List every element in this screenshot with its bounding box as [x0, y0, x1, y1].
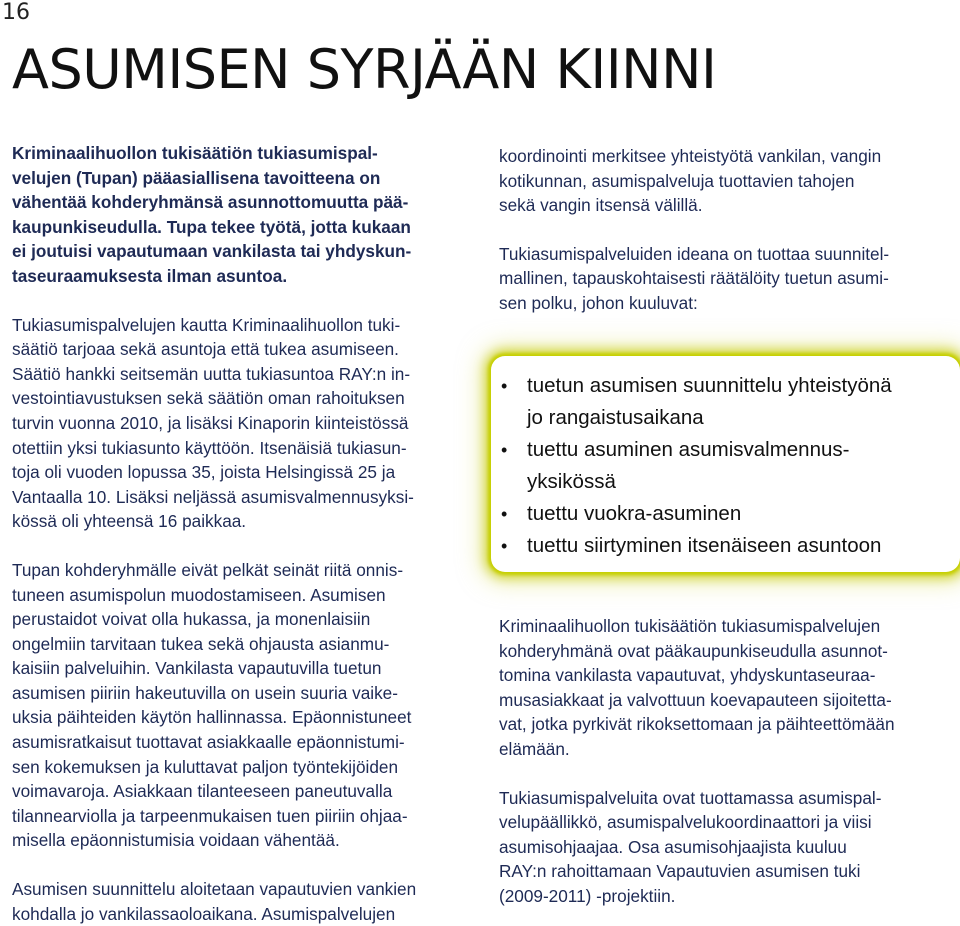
text-line: Kriminaalihuollon tukisäätiön tukiasumispal- [12, 143, 378, 163]
text-line: koordinointi merkitsee yhteistyötä vankilan, vangin [499, 146, 882, 166]
body-paragraph [12, 877, 482, 926]
text-line: Tukiasumispalveluiden ideana on tuottaa suunnitel- [499, 243, 890, 264]
text-line: Tukiasumispalveluita ovat tuottamassa asumispal- [499, 787, 882, 808]
list-item-text: tuettu siirtyminen itsenäiseen asuntoon [527, 534, 882, 557]
text-line: kotikunnan, asumispalveluja tuottavien tahojen [499, 170, 855, 191]
bullet-icon: • [501, 504, 508, 524]
right-column-top [499, 144, 954, 316]
body-paragraph [499, 786, 954, 909]
body-paragraph [12, 558, 482, 853]
text-line: velujen (Tupan) pääasiallisena tavoitteena on [12, 167, 381, 188]
text-line: Tukiasumispalvelujen kautta Kriminaalihuollon tuki- [12, 314, 401, 335]
left-column [12, 141, 482, 926]
text-line: säätiö tarjoaa sekä asuntoja että tukea asumiseen. [12, 339, 399, 360]
text-line: uksia päihteiden käytön hallinnassa. Epäonnistuneet [12, 707, 412, 728]
text-line: ongelmiin tarvitaan tukea sekä ohjausta asianmu- [12, 633, 390, 654]
text-line: voimavaroja. Asiakkaan tilanteeseen paneutuvalla [12, 781, 393, 802]
lead-paragraph [12, 141, 482, 289]
text-line: kössä oli yhteensä 16 paikkaa. [12, 511, 247, 532]
text-line: tilannearviolla ja tarpeenmukaisen tuen piiriin ohjaa- [12, 805, 408, 826]
text-line: (2009-2011) -projektiin. [499, 885, 676, 906]
text-line: vestointiavustuksen sekä säätiön oman rahoituksen [12, 388, 405, 409]
text-line: sen polku, johon kuuluvat: [499, 292, 698, 313]
text-line: Kriminaalihuollon tukisäätiön tukiasumispalvelujen [499, 616, 881, 636]
text-line: sen kokemuksen ja kuluttavat paljon työntekijöiden [12, 756, 398, 777]
text-line: kohderyhmänä ovat pääkaupunkiseudulla asunnot- [499, 640, 888, 661]
list-item-text: yksikössä [527, 470, 616, 493]
text-line: sekä vangin itsensä välillä. [499, 195, 703, 216]
list-item [501, 530, 960, 562]
text-line: toja oli vuoden lopussa 35, joista Helsingissä 25 ja [12, 462, 396, 483]
text-line: velupäällikkö, asumispalvelukoordinaattori ja viisi [499, 812, 872, 833]
text-line: kohdalla jo vankilassaoloaikana. Asumispalvelujen [12, 903, 396, 924]
text-line: mallinen, tapauskohtaisesti räätälöity tuetun asumi- [499, 268, 889, 289]
highlight-box [491, 356, 960, 572]
bullet-icon: • [501, 536, 508, 556]
body-paragraph [499, 144, 954, 218]
list-item [501, 498, 960, 530]
text-line: vat, jotka pyrkivät rikoksettomaan ja päihteettömään [499, 714, 895, 735]
body-paragraph [499, 242, 954, 316]
list-item [501, 434, 960, 498]
text-line: Tupan kohderyhmälle eivät pelkät seinät riitä onnis- [12, 559, 404, 580]
text-line: kaisiin palveluihin. Vankilasta vapautuvilla tuetun [12, 658, 382, 679]
text-line: otettiin yksi tukiasunto käyttöön. Itsenäisiä tukiasun- [12, 437, 407, 458]
page-number: 16 [2, 0, 30, 25]
list-item-text: tuettu vuokra-asuminen [527, 502, 742, 525]
text-line: tuneen asumispolun muodostamiseen. Asumisen [12, 584, 386, 605]
text-line: Vantaalla 10. Lisäksi neljässä asumisvalmennusyksi- [12, 486, 414, 507]
bullet-icon: • [501, 440, 508, 460]
text-line: tomina vankilasta vapautuvat, yhdyskuntaseuraa- [499, 665, 876, 686]
text-line: RAY:n rahoittamaan Vapautuvien asumisen tuki [499, 861, 861, 882]
text-line: musasiakkaat ja valvottuun koevapauteen sijoitetta- [499, 689, 892, 710]
text-line: asumisen piiriin hakeutuvilla on usein suuria vaike- [12, 682, 398, 703]
list-item-text: tuettu asuminen asumisvalmennus- [527, 438, 850, 461]
list-item-text: jo rangaistusaikana [527, 406, 704, 429]
text-line: Asumisen suunnittelu aloitetaan vapautuvien vankien [12, 879, 417, 900]
list-item [501, 370, 960, 434]
page-title: ASUMISEN SYRJÄÄN KIINNI [12, 38, 717, 101]
text-line: turvin vuonna 2010, ja lisäksi Kinaporin kiinteistössä [12, 412, 409, 433]
text-line: perustaidot voivat olla hukassa, ja monenlaisiin [12, 609, 371, 630]
text-line: ei joutuisi vapautumaan vankilasta tai yhdyskun- [12, 241, 412, 262]
text-line: Säätiö hankki seitsemän uutta tukiasuntoa RAY:n in- [12, 363, 411, 384]
text-line: vähentää kohderyhmänsä asunnottomuutta pää- [12, 192, 409, 213]
text-line: taseuraamuksesta ilman asuntoa. [12, 265, 288, 286]
bullet-list [491, 356, 960, 562]
text-line: misella epäonnistumisia voidaan vähentää. [12, 830, 340, 851]
body-paragraph [499, 614, 954, 762]
text-line: kaupunkiseudulla. Tupa tekee työtä, jotta kukaan [12, 216, 411, 237]
text-line: asumisohjaajaa. Osa asumisohjaajista kuuluu [499, 836, 847, 857]
body-paragraph [12, 313, 482, 534]
text-line: asumisratkaisut tuottavat asiakkaalle epäonnistumi- [12, 732, 405, 753]
right-column-bottom [499, 614, 954, 909]
text-line: elämään. [499, 738, 570, 759]
list-item-text: tuetun asumisen suunnittelu yhteistyönä [527, 374, 892, 397]
bullet-icon: • [501, 376, 508, 396]
